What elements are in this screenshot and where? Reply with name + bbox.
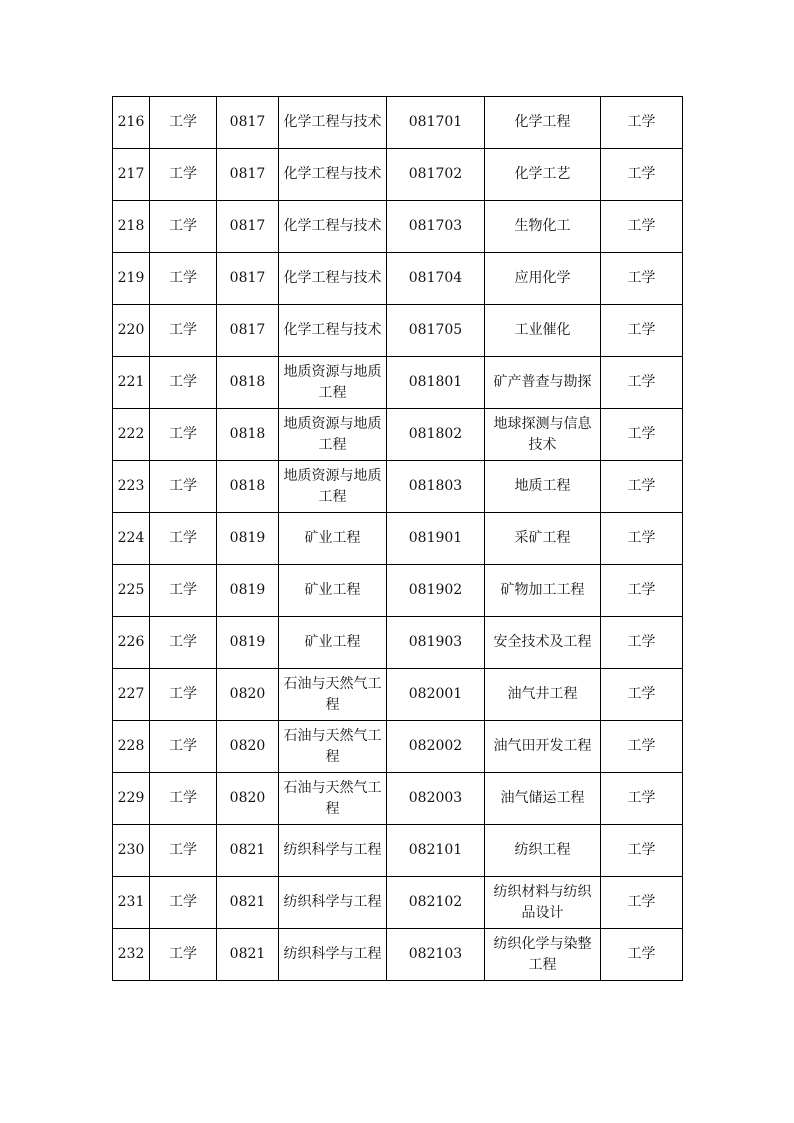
degree-category-cell: 工学 (601, 357, 683, 409)
table-row (113, 669, 683, 721)
degree-category-cell: 工学 (601, 617, 683, 669)
second-level-name-cell: 矿物加工工程 (485, 565, 601, 617)
second-level-code-cell: 081903 (387, 617, 485, 669)
category-cell: 工学 (150, 721, 217, 773)
degree-category-cell: 工学 (601, 97, 683, 149)
row-number-cell: 216 (113, 97, 150, 149)
first-level-name-cell: 矿业工程 (279, 617, 387, 669)
first-level-name-cell: 化学工程与技术 (279, 97, 387, 149)
table-row (113, 409, 683, 461)
second-level-code-cell: 081701 (387, 97, 485, 149)
table-row (113, 461, 683, 513)
category-cell: 工学 (150, 825, 217, 877)
second-level-name-cell: 地球探测与信息技术 (485, 409, 601, 461)
degree-category-cell: 工学 (601, 929, 683, 981)
second-level-name-cell: 地质工程 (485, 461, 601, 513)
second-level-code-cell: 081705 (387, 305, 485, 357)
table-row (113, 305, 683, 357)
first-level-code-cell: 0819 (217, 565, 279, 617)
category-cell: 工学 (150, 513, 217, 565)
first-level-code-cell: 0820 (217, 669, 279, 721)
degree-category-cell: 工学 (601, 149, 683, 201)
second-level-code-cell: 082001 (387, 669, 485, 721)
category-cell: 工学 (150, 305, 217, 357)
table-row (113, 513, 683, 565)
first-level-code-cell: 0821 (217, 825, 279, 877)
degree-category-cell: 工学 (601, 305, 683, 357)
category-cell: 工学 (150, 149, 217, 201)
second-level-name-cell: 矿产普查与勘探 (485, 357, 601, 409)
first-level-code-cell: 0818 (217, 409, 279, 461)
table-row (113, 97, 683, 149)
second-level-name-cell: 化学工程 (485, 97, 601, 149)
second-level-name-cell: 生物化工 (485, 201, 601, 253)
second-level-name-cell: 纺织化学与染整工程 (485, 929, 601, 981)
degree-category-cell: 工学 (601, 721, 683, 773)
first-level-name-cell: 石油与天然气工程 (279, 669, 387, 721)
row-number-cell: 225 (113, 565, 150, 617)
second-level-code-cell: 082102 (387, 877, 485, 929)
second-level-name-cell: 应用化学 (485, 253, 601, 305)
degree-category-cell: 工学 (601, 825, 683, 877)
row-number-cell: 219 (113, 253, 150, 305)
first-level-name-cell: 化学工程与技术 (279, 305, 387, 357)
first-level-code-cell: 0817 (217, 149, 279, 201)
table-row (113, 149, 683, 201)
second-level-code-cell: 082101 (387, 825, 485, 877)
first-level-name-cell: 矿业工程 (279, 565, 387, 617)
second-level-code-cell: 081702 (387, 149, 485, 201)
second-level-code-cell: 081902 (387, 565, 485, 617)
row-number-cell: 218 (113, 201, 150, 253)
first-level-code-cell: 0817 (217, 253, 279, 305)
first-level-name-cell: 纺织科学与工程 (279, 877, 387, 929)
second-level-name-cell: 化学工艺 (485, 149, 601, 201)
second-level-name-cell: 油气井工程 (485, 669, 601, 721)
first-level-name-cell: 化学工程与技术 (279, 149, 387, 201)
table-row (113, 617, 683, 669)
category-cell: 工学 (150, 669, 217, 721)
second-level-name-cell: 工业催化 (485, 305, 601, 357)
first-level-code-cell: 0819 (217, 617, 279, 669)
discipline-table (112, 96, 683, 981)
first-level-code-cell: 0819 (217, 513, 279, 565)
first-level-name-cell: 地质资源与地质工程 (279, 461, 387, 513)
second-level-code-cell: 081803 (387, 461, 485, 513)
row-number-cell: 228 (113, 721, 150, 773)
degree-category-cell: 工学 (601, 409, 683, 461)
first-level-name-cell: 石油与天然气工程 (279, 773, 387, 825)
row-number-cell: 224 (113, 513, 150, 565)
table-row (113, 773, 683, 825)
second-level-name-cell: 纺织工程 (485, 825, 601, 877)
first-level-code-cell: 0818 (217, 461, 279, 513)
degree-category-cell: 工学 (601, 513, 683, 565)
second-level-name-cell: 采矿工程 (485, 513, 601, 565)
row-number-cell: 231 (113, 877, 150, 929)
second-level-code-cell: 081901 (387, 513, 485, 565)
row-number-cell: 223 (113, 461, 150, 513)
first-level-name-cell: 矿业工程 (279, 513, 387, 565)
first-level-name-cell: 化学工程与技术 (279, 253, 387, 305)
second-level-code-cell: 082003 (387, 773, 485, 825)
first-level-code-cell: 0821 (217, 929, 279, 981)
second-level-code-cell: 082002 (387, 721, 485, 773)
category-cell: 工学 (150, 357, 217, 409)
first-level-name-cell: 纺织科学与工程 (279, 929, 387, 981)
category-cell: 工学 (150, 617, 217, 669)
category-cell: 工学 (150, 409, 217, 461)
second-level-name-cell: 油气田开发工程 (485, 721, 601, 773)
first-level-name-cell: 地质资源与地质工程 (279, 357, 387, 409)
second-level-code-cell: 081802 (387, 409, 485, 461)
category-cell: 工学 (150, 253, 217, 305)
row-number-cell: 220 (113, 305, 150, 357)
category-cell: 工学 (150, 929, 217, 981)
table-row (113, 565, 683, 617)
category-cell: 工学 (150, 201, 217, 253)
second-level-name-cell: 纺织材料与纺织品设计 (485, 877, 601, 929)
table-row (113, 877, 683, 929)
row-number-cell: 227 (113, 669, 150, 721)
table-row (113, 253, 683, 305)
row-number-cell: 232 (113, 929, 150, 981)
degree-category-cell: 工学 (601, 773, 683, 825)
table-row (113, 201, 683, 253)
table-row (113, 357, 683, 409)
row-number-cell: 229 (113, 773, 150, 825)
first-level-code-cell: 0820 (217, 773, 279, 825)
second-level-name-cell: 油气储运工程 (485, 773, 601, 825)
row-number-cell: 226 (113, 617, 150, 669)
degree-category-cell: 工学 (601, 461, 683, 513)
first-level-name-cell: 地质资源与地质工程 (279, 409, 387, 461)
first-level-name-cell: 石油与天然气工程 (279, 721, 387, 773)
category-cell: 工学 (150, 97, 217, 149)
first-level-code-cell: 0817 (217, 201, 279, 253)
first-level-name-cell: 化学工程与技术 (279, 201, 387, 253)
first-level-code-cell: 0817 (217, 97, 279, 149)
second-level-code-cell: 081801 (387, 357, 485, 409)
degree-category-cell: 工学 (601, 201, 683, 253)
row-number-cell: 217 (113, 149, 150, 201)
row-number-cell: 222 (113, 409, 150, 461)
first-level-code-cell: 0817 (217, 305, 279, 357)
second-level-code-cell: 081703 (387, 201, 485, 253)
first-level-code-cell: 0820 (217, 721, 279, 773)
row-number-cell: 230 (113, 825, 150, 877)
table-row (113, 825, 683, 877)
category-cell: 工学 (150, 565, 217, 617)
degree-category-cell: 工学 (601, 877, 683, 929)
first-level-code-cell: 0818 (217, 357, 279, 409)
category-cell: 工学 (150, 461, 217, 513)
category-cell: 工学 (150, 773, 217, 825)
first-level-code-cell: 0821 (217, 877, 279, 929)
row-number-cell: 221 (113, 357, 150, 409)
degree-category-cell: 工学 (601, 253, 683, 305)
second-level-name-cell: 安全技术及工程 (485, 617, 601, 669)
degree-category-cell: 工学 (601, 565, 683, 617)
degree-category-cell: 工学 (601, 669, 683, 721)
category-cell: 工学 (150, 877, 217, 929)
table-row (113, 929, 683, 981)
table-row (113, 721, 683, 773)
first-level-name-cell: 纺织科学与工程 (279, 825, 387, 877)
second-level-code-cell: 082103 (387, 929, 485, 981)
second-level-code-cell: 081704 (387, 253, 485, 305)
